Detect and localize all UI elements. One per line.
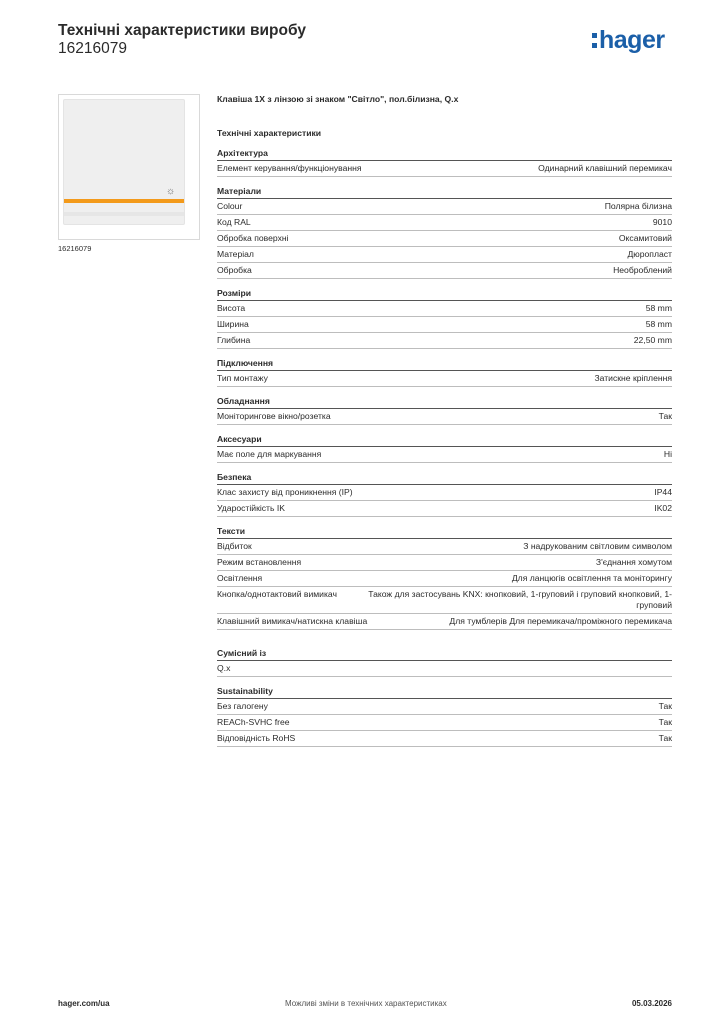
spec-row xyxy=(217,731,672,747)
spec-row xyxy=(217,587,672,614)
section-heading: Архітектура xyxy=(217,148,672,161)
spec-label: Код RAL xyxy=(217,217,251,227)
footer-disclaimer: Можливі зміни в технічних характеристиках xyxy=(285,999,447,1008)
spec-row xyxy=(217,447,672,463)
spec-value: Оксамитовий xyxy=(618,233,672,243)
spec-section xyxy=(217,148,672,177)
spec-label: Кнопка/однотактовий вимикач xyxy=(217,589,337,599)
spec-label: REACh-SVHC free xyxy=(217,717,290,727)
image-caption: 16216079 xyxy=(58,244,92,253)
section-heading: Безпека xyxy=(217,472,672,485)
light-symbol-icon: ☼ xyxy=(166,186,176,197)
spec-value: З'єднання хомутом xyxy=(595,557,672,567)
spec-sections xyxy=(217,148,672,747)
spec-value: 58 mm xyxy=(645,303,672,313)
orange-lens-strip xyxy=(64,199,184,203)
spec-value: Так xyxy=(658,411,672,421)
product-title: Клавіша 1Х з лінзою зі знаком "Світло", пол.білизна, Q.x xyxy=(217,94,459,104)
section-heading: Тексти xyxy=(217,526,672,539)
spec-label: Q.x xyxy=(217,663,231,673)
section-heading: Підключення xyxy=(217,358,672,371)
section-heading: Sustainability xyxy=(217,686,672,699)
spec-value: Для тумблерів Для перемикача/проміжного перемикача xyxy=(449,616,672,626)
spec-row xyxy=(217,317,672,333)
product-image xyxy=(58,94,200,240)
spec-value: 58 mm xyxy=(645,319,672,329)
spec-label: Глибина xyxy=(217,335,251,345)
spec-section xyxy=(217,358,672,387)
spec-label: Клас захисту від проникнення (IP) xyxy=(217,487,353,497)
spec-row xyxy=(217,661,672,677)
switch-plate-image xyxy=(63,99,185,225)
spec-section xyxy=(217,686,672,747)
tech-heading: Технічні характеристики xyxy=(217,128,322,138)
spec-row xyxy=(217,247,672,263)
spec-value: Так xyxy=(658,701,672,711)
spec-row xyxy=(217,555,672,571)
spec-value: Так xyxy=(658,733,672,743)
spec-value: 9010 xyxy=(652,217,672,227)
section-heading: Обладнання xyxy=(217,396,672,409)
spec-value: Одинарний клавішний перемикач xyxy=(538,163,672,173)
spec-label: Елемент керування/функціонування xyxy=(217,163,362,173)
spec-label: Ширина xyxy=(217,319,249,329)
footer-website: hager.com/ua xyxy=(58,999,110,1008)
spec-row xyxy=(217,539,672,555)
spec-value: Дюропласт xyxy=(627,249,672,259)
spec-row xyxy=(217,571,672,587)
hager-logo xyxy=(592,26,665,54)
footer-date: 05.03.2026 xyxy=(631,999,672,1008)
section-heading: Аксесуари xyxy=(217,434,672,447)
spec-row xyxy=(217,371,672,387)
spec-row xyxy=(217,231,672,247)
spec-value: 22,50 mm xyxy=(633,335,672,345)
spec-section xyxy=(217,396,672,425)
spec-label: Моніторингове вікно/розетка xyxy=(217,411,331,421)
spec-row xyxy=(217,699,672,715)
spec-row xyxy=(217,715,672,731)
spec-section xyxy=(217,472,672,517)
spec-value: IP44 xyxy=(654,487,672,497)
plate-bottom-edge xyxy=(64,212,184,216)
spec-label: Матеріал xyxy=(217,249,254,259)
specification-content xyxy=(217,94,672,756)
spec-row xyxy=(217,614,672,630)
spec-value: З надрукованим світловим символом xyxy=(523,541,672,551)
section-heading: Розміри xyxy=(217,288,672,301)
spec-row xyxy=(217,485,672,501)
spec-value: IK02 xyxy=(654,503,672,513)
section-heading: Матеріали xyxy=(217,186,672,199)
spec-label: Colour xyxy=(217,201,243,211)
spec-row xyxy=(217,301,672,317)
spec-row xyxy=(217,501,672,517)
spec-row xyxy=(217,263,672,279)
spec-value: Для ланцюгів освітлення та моніторингу xyxy=(511,573,672,583)
spec-row xyxy=(217,161,672,177)
spec-label: Обробка xyxy=(217,265,252,275)
spec-row xyxy=(217,215,672,231)
spec-label: Відповідність RoHS xyxy=(217,733,296,743)
spec-label: Ударостійкість IK xyxy=(217,503,285,513)
spec-label: Клавішний вимикач/натискна клавіша xyxy=(217,616,368,626)
spec-value xyxy=(230,663,672,674)
document-title: Технічні характеристики виробу xyxy=(58,22,306,39)
spec-section xyxy=(217,186,672,279)
section-heading: Сумісний із xyxy=(217,648,672,661)
spec-section xyxy=(217,648,672,677)
spec-value: Полярна білизна xyxy=(604,201,672,211)
spec-label: Режим встановлення xyxy=(217,557,302,567)
spec-label: Висота xyxy=(217,303,246,313)
spec-label: Освітлення xyxy=(217,573,263,583)
spec-section xyxy=(217,288,672,349)
spec-value: Так xyxy=(658,717,672,727)
spec-value: Необроблений xyxy=(613,265,672,275)
document-product-code: 16216079 xyxy=(58,40,127,57)
spec-label: Обробка поверхні xyxy=(217,233,289,243)
spec-row xyxy=(217,409,672,425)
spec-value: Ні xyxy=(663,449,672,459)
spec-section xyxy=(217,526,672,630)
logo-colon-icon xyxy=(592,26,597,48)
spec-section xyxy=(217,434,672,463)
spec-label: Тип монтажу xyxy=(217,373,268,383)
spec-label: Відбиток xyxy=(217,541,252,551)
spec-label: Має поле для маркування xyxy=(217,449,322,459)
logo-text: hager xyxy=(599,26,665,54)
spec-label: Без галогену xyxy=(217,701,268,711)
spec-row xyxy=(217,333,672,349)
spec-value: Затискне кріплення xyxy=(594,373,672,383)
spec-value: Також для застосувань KNX: кнопковий, 1-груповий і груповий кнопковий, 1-груповий xyxy=(368,589,672,610)
spec-row xyxy=(217,199,672,215)
